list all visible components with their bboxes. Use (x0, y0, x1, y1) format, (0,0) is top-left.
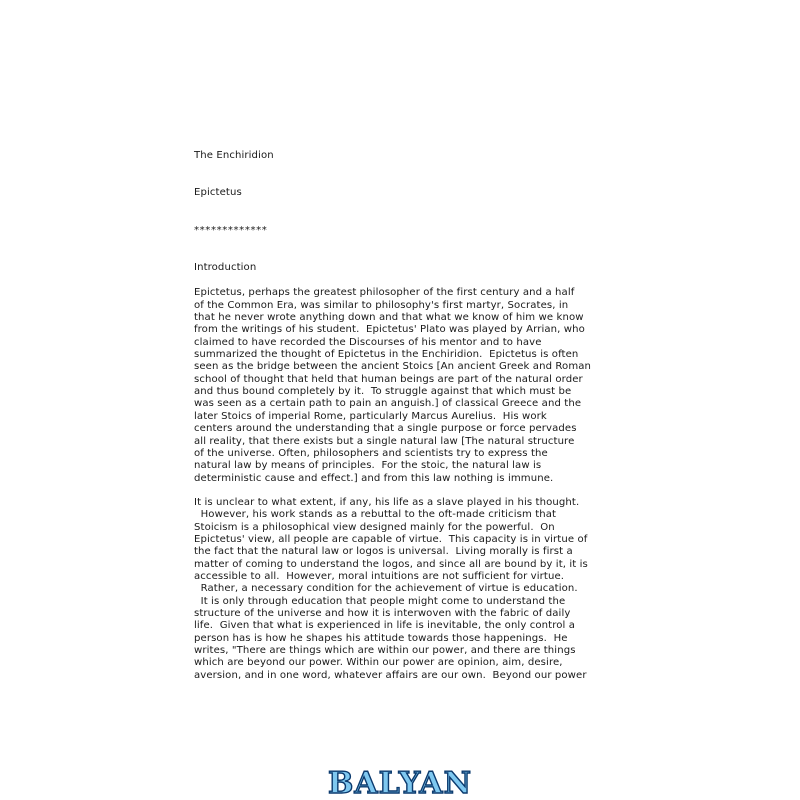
paragraph-1: Epictetus, perhaps the greatest philosopher of the first century and a half of the Common Era, was similar to philosophy's first martyr, Socrates, in that he never wrote anything down and that what we know of him we know from the writings of his student. Epictetus' Plato was played by Arrian, who claimed to have recorded the Discourses of his mentor and to have summarized the thought of Epictetus in the Enchiridion. Epictetus is often seen as the bridge between the ancient Stoics [An ancient Greek and Roman school of thought that held that human beings are part of the natural order and thus bound completely by it. To struggle against that which must be was seen as a certain path to pain an anguish.] of classical Greece and the later Stoics of imperial Rome, particularly Marcus Aurelius. His work centers around the understanding that a single purpose or force pervades all reality, that there exists but a single natural law [The natural structure of the universe. Often, philosophers and scientists try to express the natural law by means of principles. For the stoic, the natural law is deterministic cause and effect.] and from this law nothing is immune. (194, 287, 592, 484)
paragraph-2: It is unclear to what extent, if any, his life as a slave played in his thought. However, his work stands as a rebuttal to the oft-made criticism that Stoicism is a philosophical view designed mainly for the powerful. On Epictetus' view, all people are capable of virtue. This capacity is in virtue of the fact that the natural law or logos is universal. Living morally is first a matter of coming to understand the logos, and since all are bound by it, it is accessible to all. However, moral intuitions are not sufficient for virtue. Rather, a necessary condition for the achievement of virtue is education. It is only through education that people might come to understand the structure of the universe and how it is interwoven with the fabric of daily life. Given that what is experienced in life is inevitable, the only control a person has is how he shapes his attitude towards those happenings. He writes, "There are things which are within our power, and there are things which are beyond our power. Within our power are opinion, aim, desire, aversion, and in one word, whatever affairs are our own. Beyond our power (194, 496, 588, 681)
document-author: Epictetus (194, 187, 242, 199)
document-title: The Enchiridion (194, 150, 274, 161)
document-page (194, 150, 614, 682)
section-heading: Introduction (194, 262, 257, 274)
balyan-watermark-logo (314, 764, 486, 798)
separator-line: ************* (194, 224, 268, 236)
watermark-text: BALYAN (327, 766, 473, 798)
